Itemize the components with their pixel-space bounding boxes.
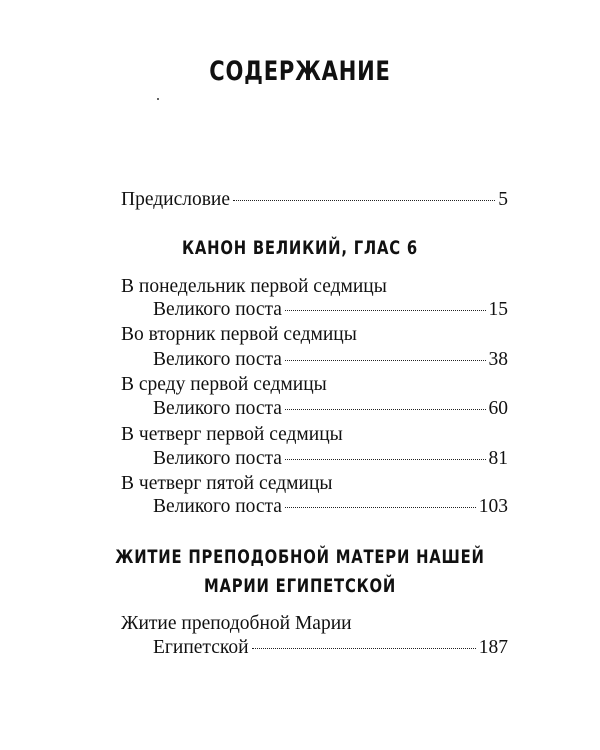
toc-entry-line2 [153, 298, 508, 322]
toc-page-number: 15 [488, 299, 508, 320]
section-heading-life-of-mary-line2: МАРИИ ЕГИПЕТСКОЙ [203, 575, 397, 597]
toc-entry-line2 [153, 636, 508, 660]
toc-entry-line2 [153, 495, 508, 519]
dot-leader [285, 360, 486, 361]
toc-entry-label: Великого поста [153, 448, 282, 469]
dot-leader [285, 409, 486, 410]
toc-entry-line2 [153, 348, 508, 372]
toc-page-number: 38 [488, 349, 508, 370]
page-title: СОДЕРЖАНИЕ [209, 56, 391, 87]
toc-entry-label: Предисловие [121, 189, 231, 210]
toc-entry-label: Великого поста [153, 496, 282, 517]
dot-leader [252, 648, 476, 649]
toc-entry-line1: В четверг первой седмицы [121, 424, 343, 445]
toc-entry-label: Великого поста [153, 349, 282, 370]
toc-entry-line1: Житие преподобной Марии [121, 613, 352, 634]
dot-leader [285, 459, 486, 460]
section-heading-life-of-mary: ЖИТИЕ ПРЕПОДОБНОЙ МАТЕРИ НАШЕЙ [115, 546, 485, 568]
toc-entry-label: Египетской [153, 637, 249, 658]
toc-entry-label: Великого поста [153, 398, 282, 419]
toc-entry-label: Великого поста [153, 299, 282, 320]
toc-entry-line1: В понедельник первой седмицы [121, 276, 387, 297]
toc-entry-line1: В среду первой седмицы [121, 374, 327, 395]
dot-leader [285, 507, 476, 508]
toc-entry-preface[interactable] [121, 188, 508, 212]
toc-entry-line1: Во вторник первой седмицы [121, 324, 357, 345]
toc-page-number: 187 [478, 637, 508, 658]
toc-entry-line1: В четверг пятой седмицы [121, 473, 333, 494]
toc-entry-line2 [153, 397, 508, 421]
toc-page-number: 5 [498, 189, 508, 210]
dot-leader [285, 310, 486, 311]
section-heading-great-canon: КАНОН ВЕЛИКИЙ, ГЛАС 6 [182, 237, 418, 259]
print-speck [157, 98, 159, 100]
toc-page-number: 60 [488, 398, 508, 419]
dot-leader [233, 200, 495, 201]
toc-entry-line2 [153, 447, 508, 471]
toc-page-number: 103 [478, 496, 508, 517]
toc-page-number: 81 [488, 448, 508, 469]
